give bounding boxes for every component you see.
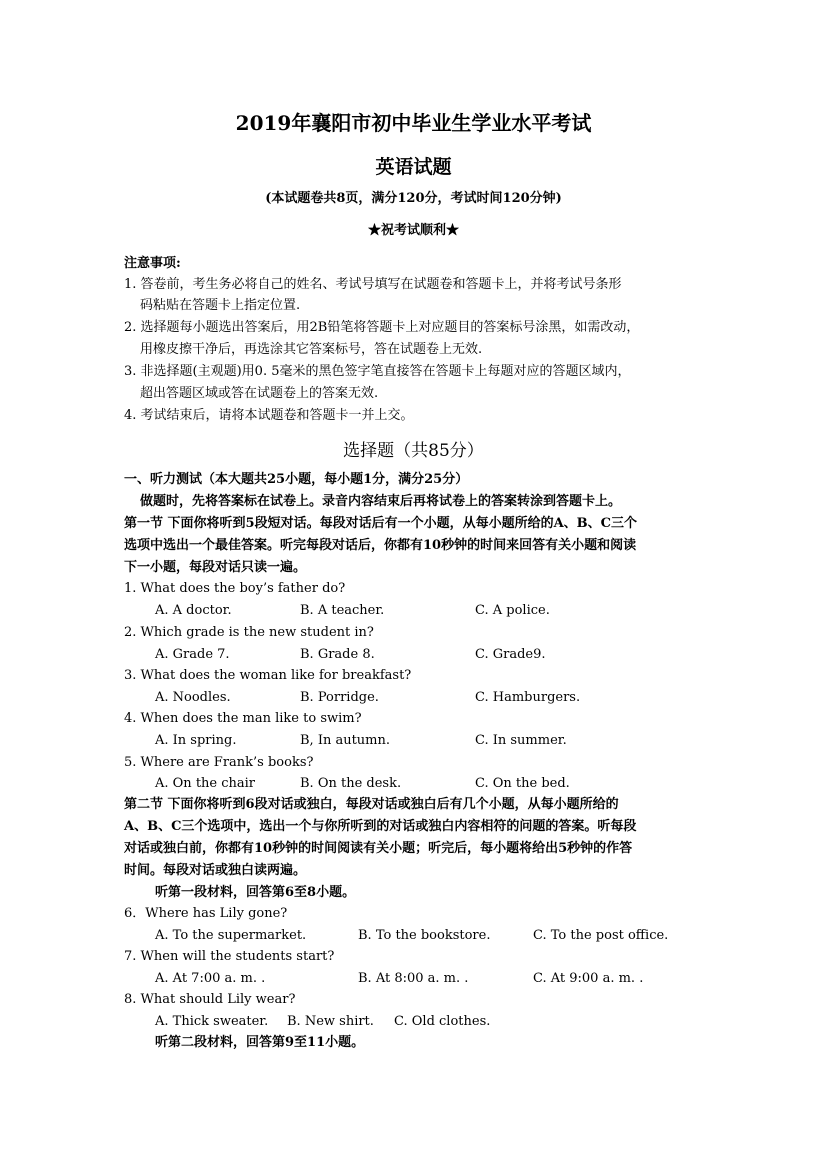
option-a: A. Grade 7. <box>155 647 230 662</box>
option-c: C. Grade9. <box>475 647 546 662</box>
section2-line: 时间。每段对话或独白读两遍。 <box>124 863 307 878</box>
option-c: C. A police. <box>475 603 550 618</box>
section-title: 选择题（共85分） <box>343 441 484 461</box>
exam-info: (本试题卷共8页，满分120分，考试时间120分钟) <box>265 191 562 206</box>
question-text: 7. When will the students start? <box>124 949 335 964</box>
option-a: A. Noodles. <box>155 690 231 705</box>
option-c: C. Old clothes. <box>394 1014 491 1029</box>
part1-instruction: 做题时，先将答案标在试卷上。录音内容结束后再将试卷上的答案转涂到答题卡上。 <box>140 494 622 509</box>
question-text: 3. What does the woman like for breakfast? <box>124 668 412 683</box>
notice-line: 超出答题区域或答在试题卷上的答案无效. <box>140 386 379 401</box>
option-c: C. At 9:00 a. m. . <box>533 971 644 986</box>
option-a: A. Thick sweater. <box>155 1014 269 1029</box>
option-b: B. New shirt. <box>287 1014 374 1029</box>
section1-line: 选项中选出一个最佳答案。听完每段对话后，你都有10秒钟的时间来回答有关小题和阅读 <box>124 538 637 553</box>
notice-heading: 注意事项: <box>124 256 181 271</box>
option-c: C. To the post office. <box>533 928 669 943</box>
option-b: B. A teacher. <box>300 603 385 618</box>
option-b: B, In autumn. <box>300 733 391 748</box>
notice-line: 3. 非选择题(主观题)用0. 5毫米的黑色签字笔直接答在答题卡上每题对应的答题区域内， <box>124 364 631 379</box>
section2-line: 第二节 下面你将听到6段对话或独白，每段对话或独白后有几个小题，从每小题所给的 <box>124 797 619 812</box>
question-text: 5. Where are Frank’s books? <box>124 755 314 770</box>
option-a: A. To the supermarket. <box>155 928 307 943</box>
notice-line: 码粘贴在答题卡上指定位置. <box>140 298 301 313</box>
section1-line: 下一小题，每段对话只读一遍。 <box>124 560 307 575</box>
good-luck-line: ★祝考试顺利★ <box>367 223 459 238</box>
option-b: B. Grade 8. <box>300 647 375 662</box>
exam-title: 2019年襄阳市初中毕业生学业水平考试 <box>235 111 592 135</box>
material-heading: 听第一段材料，回答第6至8小题。 <box>155 885 356 900</box>
section1-line: 第一节 下面你将听到5段短对话。每段对话后有一个小题，从每小题所给的A、B、C三个 <box>124 516 637 531</box>
section2-line: A、B、C三个选项中，选出一个与你所听到的对话或独白内容相符的问题的答案。听每段 <box>124 819 637 834</box>
option-c: C. In summer. <box>475 733 567 748</box>
part1-heading: 一、听力测试（本大题共25小题，每小题1分，满分25分） <box>124 472 469 487</box>
option-b: B. At 8:00 a. m. . <box>358 971 469 986</box>
section2-line: 对话或独白前，你都有10秒钟的时间阅读有关小题；听完后，每小题将给出5秒钟的作答 <box>124 841 633 856</box>
question-text: 6．Where has Lily gone? <box>124 906 288 921</box>
question-text: 8. What should Lily wear? <box>124 992 296 1007</box>
option-b: B. On the desk. <box>300 776 402 791</box>
question-text: 2. Which grade is the new student in? <box>124 625 374 640</box>
subject-title: 英语试题 <box>375 156 452 178</box>
question-text: 1. What does the boy’s father do? <box>124 581 346 596</box>
option-a: A. On the chair <box>155 776 256 791</box>
option-c: C. On the bed. <box>475 776 570 791</box>
material-heading: 听第二段材料，回答第9至11小题。 <box>155 1035 365 1050</box>
option-a: A. In spring. <box>155 733 237 748</box>
option-b: B. To the bookstore. <box>358 928 491 943</box>
notice-line: 用橡皮擦干净后，再选涂其它答案标号，答在试题卷上无效. <box>140 342 483 357</box>
question-text: 4. When does the man like to swim? <box>124 711 362 726</box>
option-a: A. At 7:00 a. m. . <box>155 971 266 986</box>
option-c: C. Hamburgers. <box>475 690 581 705</box>
notice-line: 4. 考试结束后，请将本试题卷和答题卡一并上交。 <box>124 408 414 423</box>
option-a: A. A doctor. <box>155 603 232 618</box>
option-b: B. Porridge. <box>300 690 379 705</box>
notice-line: 2. 选择题每小题选出答案后，用2B铅笔将答题卡上对应题目的答案标号涂黑，如需改动， <box>124 320 640 335</box>
notice-line: 1. 答卷前，考生务必将自己的姓名、考试号填写在试题卷和答题卡上，并将考试号条形 <box>124 277 622 292</box>
